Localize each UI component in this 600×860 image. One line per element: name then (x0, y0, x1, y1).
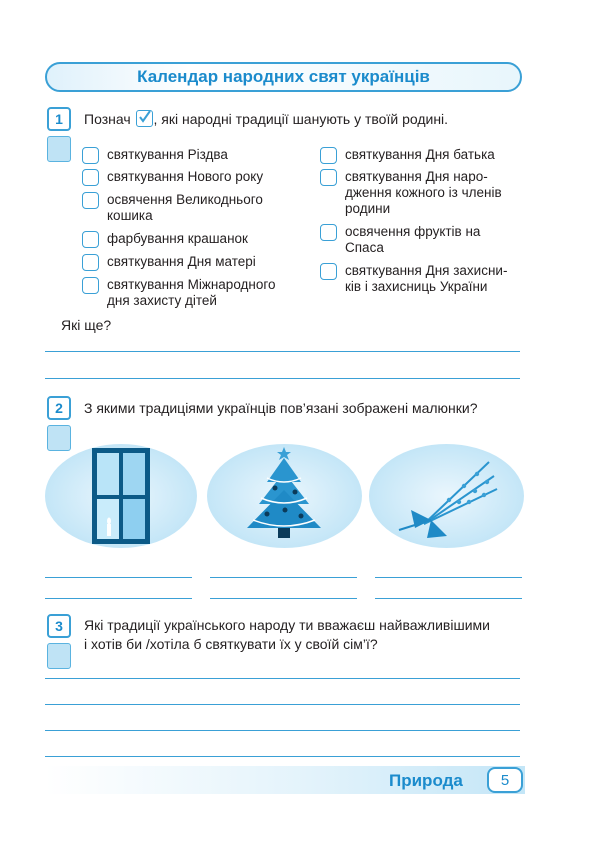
checkbox-easter-basket[interactable] (82, 192, 99, 209)
checkbox-fruit-blessing[interactable] (320, 224, 337, 241)
pencil-icon (47, 136, 71, 162)
task2-number: 2 (47, 396, 71, 420)
option-easter-basket: освячення Великоднього кошика (107, 192, 263, 223)
page-number: 5 (487, 767, 523, 793)
title-bar (45, 62, 522, 92)
checkbox-childrens-day[interactable] (82, 277, 99, 294)
willow-branch-icon (369, 444, 524, 548)
checkbox-christmas[interactable] (82, 147, 99, 164)
checkbox-defenders-day[interactable] (320, 263, 337, 280)
answer-line[interactable] (375, 598, 522, 599)
answer-line[interactable] (45, 678, 520, 679)
willow-branches-picture (369, 444, 524, 548)
christmas-tree-icon (207, 444, 362, 548)
page-title: Календар народних свят українців (137, 67, 430, 86)
checkbox-fathers-day[interactable] (320, 147, 337, 164)
answer-line[interactable] (45, 704, 520, 705)
checkmark-icon (136, 110, 153, 127)
checkbox-new-year[interactable] (82, 169, 99, 186)
christmas-tree-picture (207, 444, 362, 548)
checkbox-birthdays[interactable] (320, 169, 337, 186)
footer-section-title: Природа (389, 771, 463, 790)
option-easter-eggs: фарбування крашанок (107, 231, 248, 246)
answer-line[interactable] (210, 598, 357, 599)
task1-number: 1 (47, 107, 71, 131)
task1-instruction: Познач , які народні традиції шанують у твоїй родині. (84, 111, 449, 127)
answer-line[interactable] (45, 351, 520, 352)
option-mothers-day: святкування Дня матері (107, 254, 256, 269)
answer-line[interactable] (210, 577, 357, 578)
checkbox-mothers-day[interactable] (82, 254, 99, 271)
answer-line[interactable] (45, 756, 520, 757)
checkbox-easter-eggs[interactable] (82, 231, 99, 248)
answer-line[interactable] (375, 577, 522, 578)
option-fathers-day: святкування Дня батька (345, 147, 495, 162)
option-fruit-blessing: освячення фруктів на Спаса (345, 224, 481, 255)
window-candle-picture (45, 444, 197, 548)
option-birthdays: святкування Дня наро- дження кожного із членів родини (345, 169, 502, 216)
task3-number: 3 (47, 614, 71, 638)
task2-instruction: З якими традиціями українців пов’язані зображені малюнки? (84, 400, 478, 416)
more-label: Які ще? (61, 317, 112, 333)
pencil-icon (47, 643, 71, 669)
answer-line[interactable] (45, 730, 520, 731)
option-new-year: святкування Нового року (107, 169, 264, 184)
window-icon (45, 444, 197, 548)
answer-line[interactable] (45, 598, 192, 599)
option-childrens-day: святкування Міжнародного дня захисту дітей (107, 277, 276, 308)
answer-line[interactable] (45, 577, 192, 578)
answer-line[interactable] (45, 378, 520, 379)
option-christmas: святкування Різдва (107, 147, 228, 162)
option-defenders-day: святкування Дня захисни- ків і захисниць України (345, 263, 508, 294)
task3-instruction: Які традиції українського народу ти вважаєш найважливішими і хотів би /хотіла б святкувати їх у своїй сім’ї? (84, 617, 490, 652)
